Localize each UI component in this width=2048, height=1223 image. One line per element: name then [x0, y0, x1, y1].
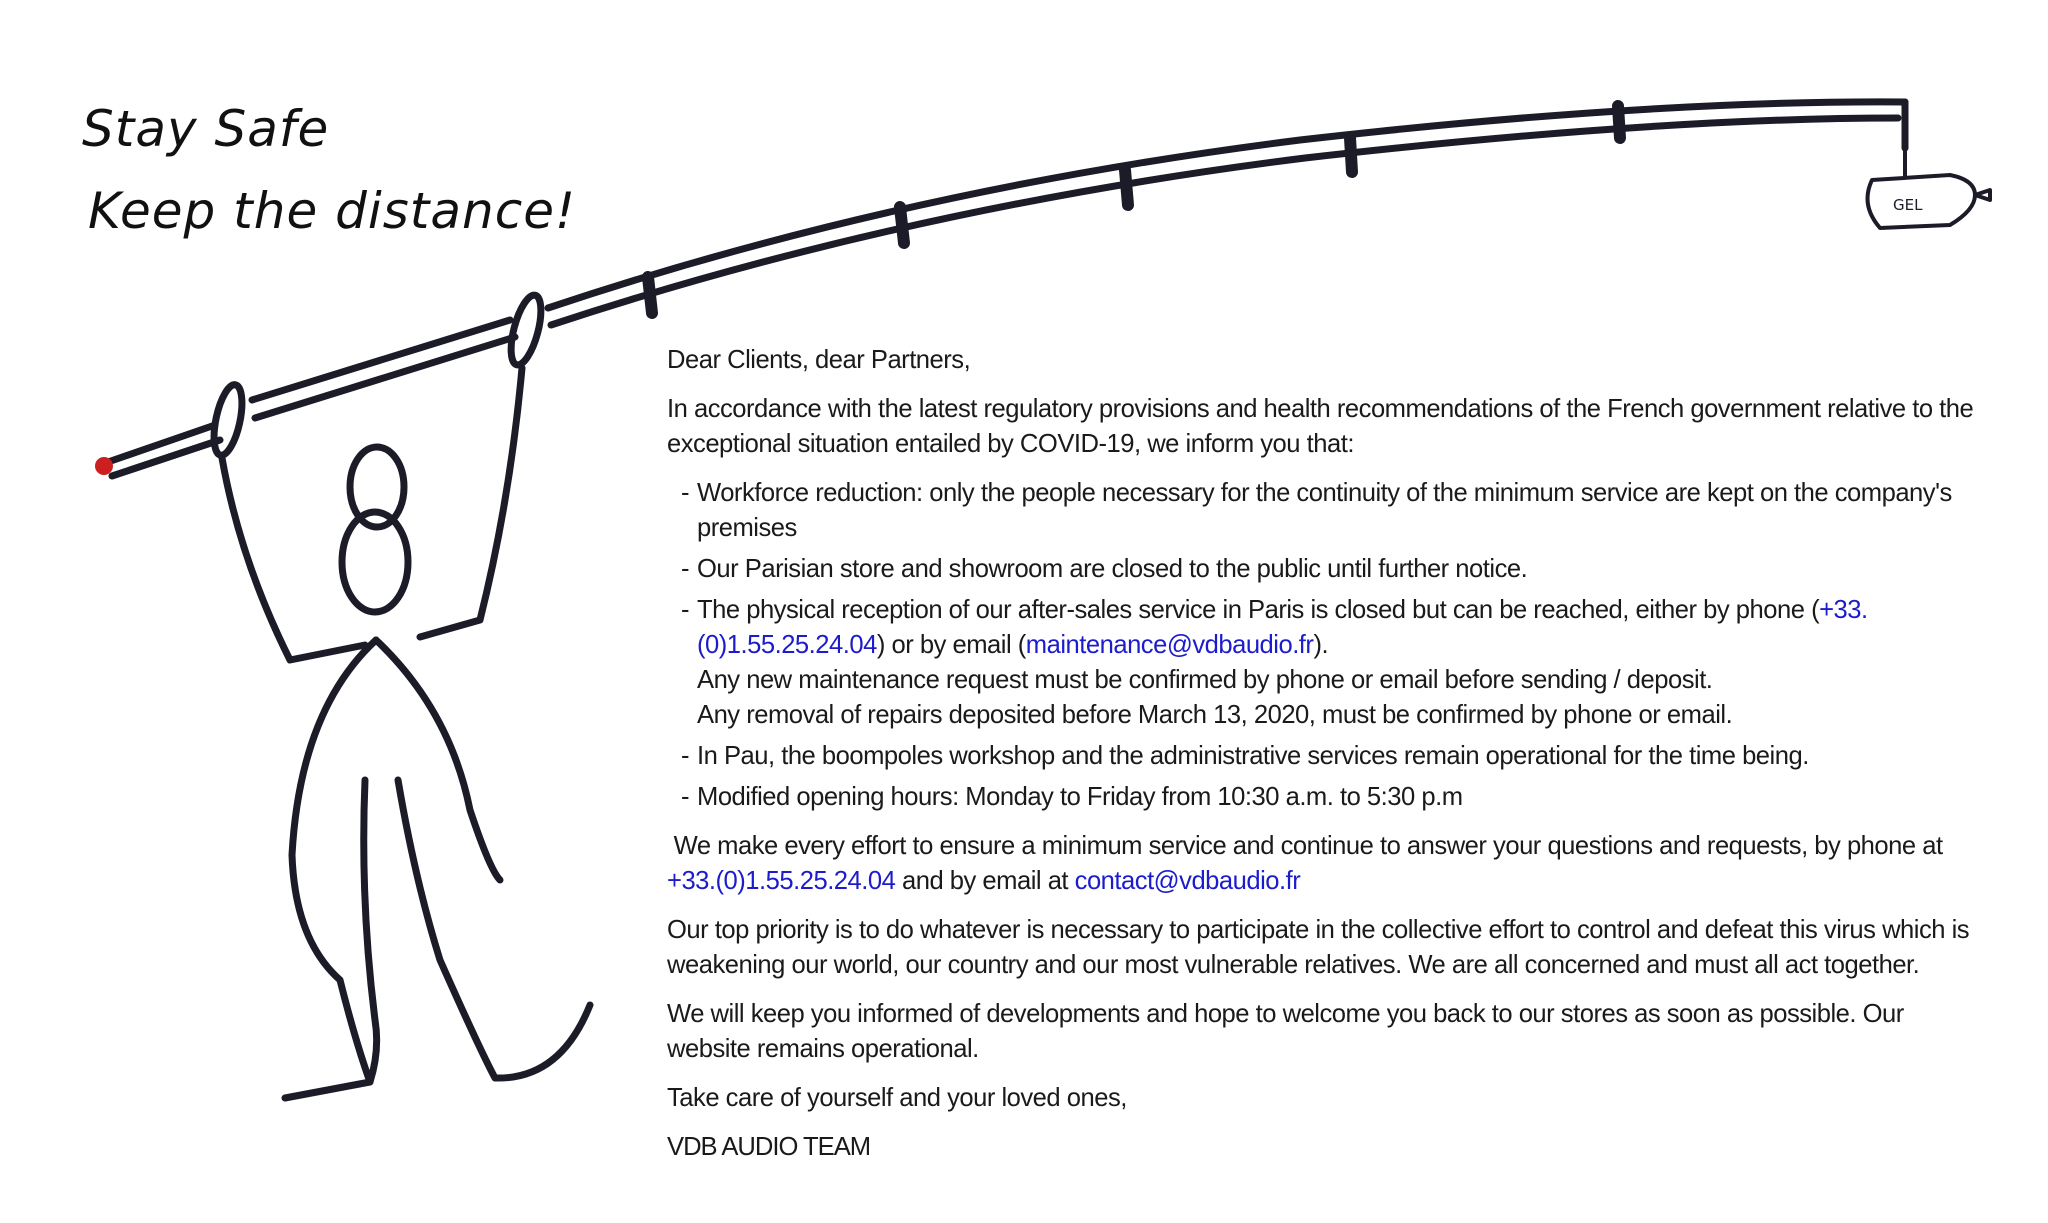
maintenance-phone-link[interactable]: +33.(0)1.55.25.24.04	[697, 596, 1868, 659]
contact-email-link[interactable]: contact@vdbaudio.fr	[1074, 867, 1301, 895]
bullet-dash: -	[681, 596, 690, 624]
gel-bottle-icon	[1868, 148, 1991, 228]
maintenance-email-link[interactable]: maintenance@vdbaudio.fr	[1025, 631, 1314, 659]
care-paragraph: Take care of yourself and your loved ones,	[667, 1084, 1127, 1112]
stay-safe-heading: Stay Safe	[82, 100, 330, 158]
after-sales-text-3: ).	[1313, 631, 1329, 659]
effort-paragraph	[667, 829, 1987, 899]
list-item	[667, 593, 1987, 733]
inform-paragraph: We will keep you informed of developments and hope to welcome you back to our stores as soon as possible. Our website remains operational.	[667, 1000, 1904, 1063]
after-sales-text: The physical reception of our after-sales service in Paris is closed but can be reached, either by phone (	[697, 596, 1820, 624]
after-sales-text-2: ) or by email (	[876, 631, 1026, 659]
list-item	[667, 476, 1987, 546]
list-item	[667, 552, 1987, 587]
priority-paragraph: Our top priority is to do whatever is necessary to participate in the collective effort to control and defeat this virus which is weakening our world, our country and our most vulnerable relatives. We are all concerned and must all act together.	[667, 916, 1970, 979]
pole-tip	[95, 457, 113, 475]
maintenance-request-text: Any new maintenance request must be confirmed by phone or email before sending / deposit.	[697, 666, 1713, 694]
bullet-dash: -	[681, 783, 690, 811]
intro-paragraph: In accordance with the latest regulatory provisions and health recommendations of the French government relative to the exceptional situation entailed by COVID-19, we inform you that:	[667, 395, 1974, 458]
keep-distance-heading: Keep the distance!	[88, 182, 577, 240]
signature: VDB AUDIO TEAM	[667, 1133, 871, 1161]
workforce-text: Workforce reduction: only the people necessary for the continuity of the minimum service are kept on the company's premises	[697, 479, 1952, 542]
right-leg	[398, 780, 590, 1078]
right-hand	[505, 292, 547, 368]
store-closed-text: Our Parisian store and showroom are closed to the public until further notice.	[697, 555, 1528, 583]
effort-text-2: and by email at	[895, 867, 1075, 895]
repair-removal-text: Any removal of repairs deposited before March 13, 2020, must be confirmed by phone or email.	[697, 701, 1733, 729]
gel-bottle-label: GEL	[1893, 196, 1923, 214]
bullet-dash: -	[681, 555, 690, 583]
contact-phone-link[interactable]: +33.(0)1.55.25.24.04	[667, 867, 896, 895]
effort-text: We make every effort to ensure a minimum service and continue to answer your questions and requests, by phone at	[673, 832, 1943, 860]
left-hand	[209, 382, 247, 457]
greeting: Dear Clients, dear Partners,	[667, 346, 971, 374]
pau-workshop-text: In Pau, the boompoles workshop and the administrative services remain operational for the time being.	[697, 742, 1809, 770]
list-item	[667, 780, 1987, 815]
figure-body-right	[376, 640, 500, 880]
right-arm	[420, 368, 522, 637]
list-item	[667, 739, 1987, 774]
opening-hours-text: Modified opening hours: Monday to Friday from 10:30 a.m. to 5:30 p.m	[697, 783, 1463, 811]
notice-list	[667, 476, 1987, 815]
bullet-dash: -	[681, 742, 690, 770]
bullet-dash: -	[681, 479, 690, 507]
left-leg	[364, 780, 377, 1082]
letter-body	[667, 343, 1987, 1179]
